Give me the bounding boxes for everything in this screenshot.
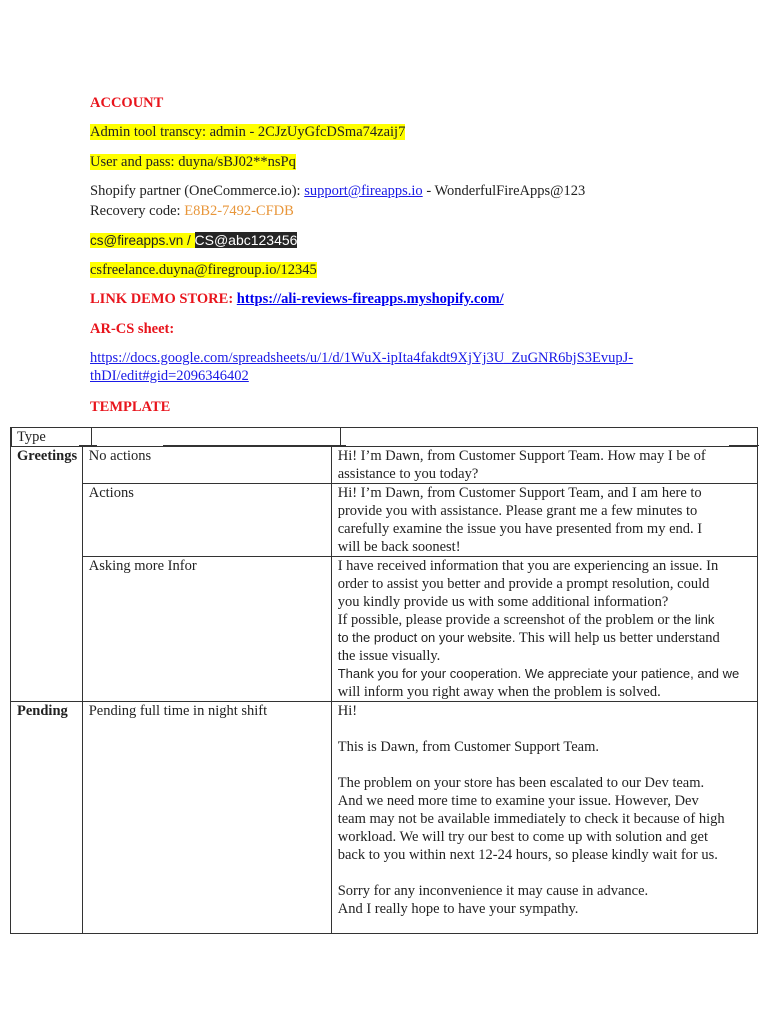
shopify-suffix: - WonderfulFireApps@123 bbox=[422, 183, 586, 199]
user-pass-text: User and pass: duyna/sBJ02**nsPq bbox=[90, 154, 296, 170]
message-pending: Hi! This is Dawn, from Customer Support Team. The problem on your store has been escalated to our Dev team. And we need more time to examine your issue. However, Dev team may not be available immediately to check it because of high workload. We will try our best to come up with solution and get back to you within next 12-24 hours, so please kindly wait for us. Sorry for any inconvenience it may cause in advance. And I really hope to have your sympathy. bbox=[331, 702, 757, 934]
cs-email: cs@fireapps.vn / bbox=[90, 233, 195, 248]
message-actions: Hi! I’m Dawn, from Customer Support Team, and I am here to provide you with assistance. Please grant me a few minutes to carefully examine the issue you have presented from my end. I will be back soonest! bbox=[331, 484, 757, 557]
cs-account-line bbox=[90, 231, 297, 250]
type-header-cell bbox=[11, 428, 758, 447]
sheet-url-line-2[interactable]: thDI/edit#gid=2096346402 bbox=[90, 368, 249, 384]
shopify-prefix: Shopify partner (OneCommerce.io): bbox=[90, 183, 305, 199]
category-pending: Pending bbox=[11, 702, 83, 934]
table-row bbox=[11, 702, 758, 934]
message-no-actions: Hi! I’m Dawn, from Customer Support Team. How may I be of assistance to you today? bbox=[331, 447, 757, 484]
sheet-url-line-1[interactable]: https://docs.google.com/spreadsheets/u/1/d/1WuX-ipIta4fakdt9XjYj3U_ZuGNR6bjS3EvupJ- bbox=[90, 350, 634, 366]
recovery-code-line bbox=[90, 202, 294, 220]
subtype-pending-night-shift: Pending full time in night shift bbox=[82, 702, 331, 934]
shopify-partner-line bbox=[90, 182, 585, 200]
template-heading: TEMPLATE bbox=[90, 399, 171, 415]
demo-store-link[interactable]: https://ali-reviews-fireapps.myshopify.com/ bbox=[236, 291, 504, 307]
admin-tool-text: Admin tool transcy: admin - 2CJzUyGfcDSma74zaij7 bbox=[90, 124, 406, 140]
message-asking-more-infor: I have received information that you are experiencing an issue. In order to assist you better and provide a prompt resolution, could you kindly provide us with some additional information? If possible, please provide a screenshot of the problem or the link to the product on your website. This will help us better understand the issue visually. Thank you for your cooperation. We appreciate your patience, and we will inform you right away when the problem is solved. bbox=[331, 557, 757, 702]
subtype-asking-more-infor: Asking more Infor bbox=[82, 557, 331, 702]
freelance-line bbox=[90, 261, 317, 279]
category-greetings: Greetings bbox=[11, 447, 83, 702]
table-header-row bbox=[11, 428, 758, 447]
user-pass-line bbox=[90, 153, 296, 171]
sheet-label: AR-CS sheet: bbox=[90, 321, 175, 337]
demo-store-label: LINK DEMO STORE: bbox=[90, 291, 237, 307]
table-row bbox=[11, 447, 758, 484]
support-email-link[interactable]: support@fireapps.io bbox=[304, 183, 423, 199]
type-label: Type bbox=[17, 429, 46, 445]
cs-password: CS@abc123456 bbox=[194, 232, 298, 248]
template-table bbox=[10, 427, 758, 934]
table-row bbox=[11, 557, 758, 702]
recovery-code: E8B2-7492-CFDB bbox=[184, 203, 294, 219]
table-row bbox=[11, 484, 758, 557]
subtype-actions: Actions bbox=[82, 484, 331, 557]
demo-store-line bbox=[90, 290, 504, 308]
subtype-no-actions: No actions bbox=[82, 447, 331, 484]
freelance-account: csfreelance.duyna@firegroup.io/12345 bbox=[90, 262, 317, 278]
sheet-link[interactable] bbox=[90, 349, 633, 385]
admin-tool-line bbox=[90, 123, 405, 141]
account-heading: ACCOUNT bbox=[90, 95, 164, 111]
recovery-label: Recovery code: bbox=[90, 203, 185, 219]
